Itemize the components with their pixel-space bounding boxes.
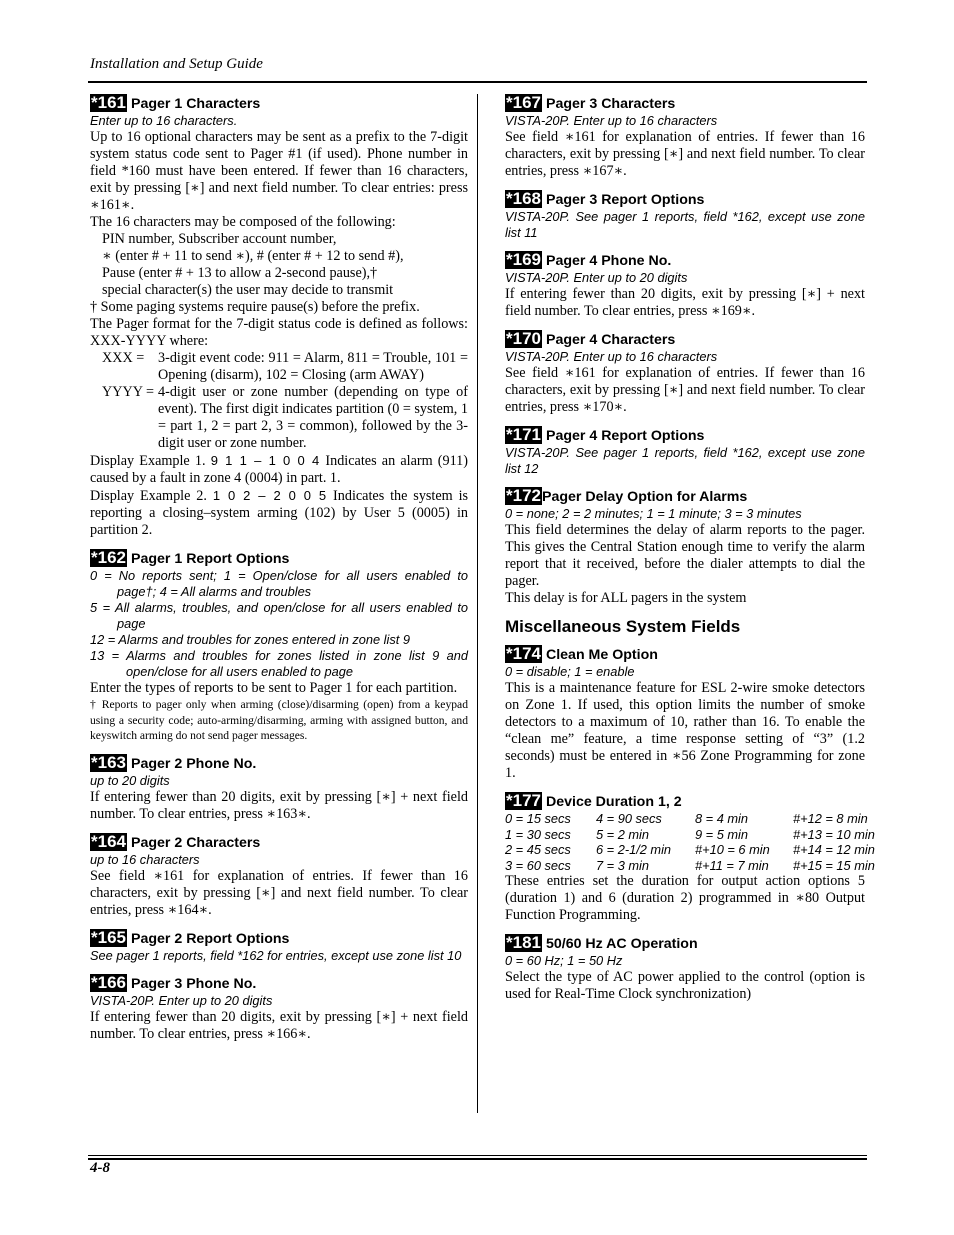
field-number: *165: [91, 927, 126, 947]
paragraph: See field ∗161 for explanation of entries. If fewer than 16 characters, exit by pressing [∗] and next field number. To clear entries, press ∗164∗.: [90, 867, 468, 918]
section-heading: Miscellaneous System Fields: [505, 617, 741, 636]
field-title: Pager 4 Phone No.: [545, 253, 672, 269]
field-number: *166: [91, 972, 126, 992]
field-165: [90, 929, 468, 964]
field-title: Pager 4 Report Options: [545, 428, 705, 444]
page-number: 4-8: [90, 1160, 110, 1176]
table-cell: 3 = 60 secs: [505, 857, 571, 873]
field-174-heading: [505, 645, 865, 664]
field-166-heading: [90, 974, 468, 993]
field-number: *169: [506, 250, 541, 269]
paragraph: Select the type of AC power applied to the control (option is used for Real-Time Clock synchronization): [505, 969, 865, 1003]
field-168: [505, 190, 865, 241]
field-subtitle: 0 = 60 Hz; 1 = 50 Hz: [505, 953, 623, 969]
field-165-heading: [90, 929, 468, 948]
column-divider: [477, 94, 478, 1113]
field-174: [505, 645, 865, 782]
field-title: Pager 2 Characters: [130, 834, 261, 851]
footer-rule: [88, 1158, 867, 1160]
field-164: [90, 833, 468, 919]
field-181-heading: [505, 934, 865, 953]
definition-term: XXX =: [102, 350, 145, 366]
definition-term: YYYY =: [102, 384, 155, 400]
table-cell: #+11 = 7 min: [695, 857, 769, 873]
paragraph: See field ∗161 for explanation of entries. If fewer than 16 characters, exit by pressing [∗] and next field number. To clear entries, press ∗170∗.: [505, 365, 865, 415]
table-cell: #+12 = 8 min: [793, 811, 868, 826]
table-cell: 7 = 3 min: [596, 857, 649, 873]
table-cell: #+13 = 10 min: [793, 826, 875, 842]
paragraph: These entries set the duration for output action options 5 (duration 1) and 6 (duration 2) programmed in ∗80 Output Function Programming.: [505, 873, 865, 924]
field-title: Pager 3 Phone No.: [130, 975, 257, 992]
field-161: [90, 94, 468, 539]
field-subtitle: up to 16 characters: [90, 851, 200, 867]
field-number: *162: [91, 548, 126, 567]
example-code: 9 1 1 – 1 0 0 4: [210, 453, 321, 468]
paragraph: If entering fewer than 20 digits, exit by pressing [∗] + next field number. To clear entries, press ∗166∗.: [90, 1008, 468, 1042]
option: 13 = Alarms and troubles for zones listed in zone list 9 and open/close for all users enabled to page: [90, 648, 468, 679]
field-162-heading: [90, 549, 468, 568]
example-label: Display Example 2.: [90, 488, 207, 504]
field-171-heading: [505, 426, 865, 445]
paragraph: This is a maintenance feature for ESL 2-wire smoke detectors on Zone 1. If used, this option limits the number of smoke detectors to a maximum of 10, rather than 16. To enable the “clean me” feature, a time response setting of “3” (1.2 seconds) must be entered in ∗56 Zone Programming for zone 1.: [505, 680, 865, 781]
field-number: *174: [506, 644, 541, 663]
example-text: Indicates an alarm (911) caused by a fault in zone 4 (0004) in part. 1.: [90, 453, 469, 486]
table-cell: 6 = 2-1/2 min: [596, 842, 672, 858]
option: 0 = No reports sent; 1 = Open/close for all users enabled to page†; 4 = All alarms and troubles: [90, 568, 468, 599]
right-column: [505, 93, 875, 1013]
definition-text: 3-digit event code: 911 = Alarm, 811 = Trouble, 101 = Opening (disarm), 102 = Closing (arm AWAY): [158, 350, 468, 383]
field-166: [90, 974, 468, 1043]
field-subtitle: VISTA-20P. Enter up to 20 digits: [90, 992, 273, 1008]
field-subtitle: Enter up to 16 characters.: [90, 113, 238, 128]
left-column: [90, 94, 468, 1053]
field-163-heading: [90, 754, 468, 773]
definition-yyyy: [90, 384, 468, 452]
field-subtitle: 0 = disable; 1 = enable: [505, 664, 635, 679]
example-code: 1 0 2 – 2 0 0 5: [212, 488, 328, 503]
field-167: [505, 94, 865, 180]
header-rule: [88, 81, 867, 83]
field-title: Pager 1 Characters: [130, 96, 261, 112]
paragraph: If entering fewer than 20 digits, exit by pressing [∗] + next field number. To clear entries, press ∗163∗.: [90, 788, 468, 822]
definition-text: 4-digit user or zone number (depending on type of event). The first digit indicates partition (0 = system, 1 = part 1, 2 = part 2, 3 = common), followed by the 3-digit user or zone number.: [158, 384, 468, 451]
field-number: *171: [506, 425, 541, 444]
field-177-heading: [505, 792, 865, 811]
field-subtitle: VISTA-20P. Enter up to 16 characters: [505, 113, 718, 128]
list-item: PIN number, Subscriber account number,: [102, 231, 337, 247]
field-subtitle: 0 = none; 2 = 2 minutes; 1 = 1 minute; 3 = 3 minutes: [505, 506, 802, 521]
field-171: [505, 426, 865, 477]
field-number: *170: [506, 329, 541, 348]
field-181: [505, 934, 865, 1003]
table-cell: 8 = 4 min: [695, 811, 748, 826]
field-172-heading: [505, 487, 865, 506]
field-title: Pager 4 Characters: [545, 332, 676, 348]
list-item: ∗ (enter # + 11 to send ∗), # (enter # + 12 to send #),: [102, 248, 404, 264]
field-subtitle: VISTA-20P. Enter up to 16 characters: [505, 349, 718, 364]
field-subtitle: VISTA-20P. See pager 1 reports, field *162, except use zone list 12: [505, 445, 865, 476]
field-167-heading: [505, 94, 865, 113]
field-title: Device Duration 1, 2: [545, 794, 682, 810]
paragraph: This field determines the delay of alarm reports to the pager. This gives the Central Station enough time to verify the alarm report that it received, before the dialer attempts to dial the pager.: [505, 522, 865, 589]
running-header: Installation and Setup Guide: [90, 56, 263, 72]
field-subtitle: VISTA-20P. See pager 1 reports, field *162, except use zone list 11: [505, 209, 865, 240]
paragraph: If entering fewer than 20 digits, exit by pressing [∗] + next field number. To clear entries, press ∗169∗.: [505, 286, 865, 319]
field-number: *167: [506, 93, 541, 112]
paragraph: Enter the types of reports to be sent to Pager 1 for each partition.: [90, 680, 458, 696]
field-168-heading: [505, 190, 865, 209]
example-text: Indicates the system is reporting a closing–system arming (102) by User 5 (0005) in partition 2.: [90, 488, 469, 538]
field-title: Pager 2 Phone No.: [130, 755, 257, 772]
table-cell: #+10 = 6 min: [695, 842, 770, 858]
paragraph: The 16 characters may be composed of the following:: [90, 214, 396, 230]
paragraph: This delay is for ALL pagers in the system: [505, 590, 747, 606]
field-number: *177: [506, 791, 541, 810]
field-number: *163: [91, 752, 126, 772]
field-number: *181: [506, 933, 541, 953]
list-item: special character(s) the user may decide to transmit: [102, 282, 394, 298]
definition-xxx: [90, 350, 468, 384]
field-subtitle: See pager 1 reports, field *162 for entries, except use zone list 10: [90, 947, 462, 963]
field-subtitle: VISTA-20P. Enter up to 20 digits: [505, 270, 688, 285]
field-170-heading: [505, 330, 865, 349]
field-162: [90, 549, 468, 744]
table-cell: 2 = 45 secs: [505, 842, 571, 858]
table-cell: 5 = 2 min: [596, 826, 649, 842]
field-number: *172: [506, 486, 541, 505]
field-164-heading: [90, 833, 468, 852]
footnote: † Some paging systems require pause(s) before the prefix.: [90, 299, 420, 315]
field-163: [90, 754, 468, 823]
duration-table: [505, 811, 875, 873]
option: 5 = All alarms, troubles, and open/close for all users enabled to page: [90, 600, 468, 631]
field-title: Clean Me Option: [545, 647, 658, 663]
field-title: Pager 3 Report Options: [545, 192, 705, 208]
paragraph: The Pager format for the 7-digit status code is defined as follows: XXX-YYYY where:: [90, 316, 468, 349]
display-example-1: [90, 452, 468, 487]
field-subtitle: up to 20 digits: [90, 772, 170, 788]
table-cell: 0 = 15 secs: [505, 811, 571, 826]
example-label: Display Example 1.: [90, 453, 206, 469]
field-169-heading: [505, 251, 865, 270]
table-cell: 1 = 30 secs: [505, 826, 571, 842]
field-number: *161: [91, 93, 126, 112]
field-number: *164: [91, 831, 126, 851]
field-title: Pager 3 Characters: [545, 96, 676, 112]
field-number: *168: [506, 189, 541, 208]
display-example-2: [90, 487, 468, 539]
field-title: Pager Delay Option for Alarms: [541, 489, 748, 505]
option: 12 = Alarms and troubles for zones entered in zone list 9: [90, 632, 410, 647]
paragraph: See field ∗161 for explanation of entries. If fewer than 16 characters, exit by pressing [∗] and next field number. To clear entries, press ∗167∗.: [505, 129, 865, 179]
table-cell: #+14 = 12 min: [793, 842, 875, 858]
footnote: † Reports to pager only when arming (close)/disarming (open) from a keypad using a security code; auto-arming/disarming, arming with assigned button, and keyswitch arming do not send pager messages.: [90, 698, 468, 742]
field-title: Pager 2 Report Options: [130, 930, 290, 947]
field-172: [505, 487, 865, 607]
table-cell: #+15 = 15 min: [793, 857, 875, 873]
paragraph: Up to 16 optional characters may be sent as a prefix to the 7-digit system status code sent to Pager #1 (if used). Phone number in field *160 must have been entered. If fewer than 16 characters, exit by pressing [∗] and next field number. To clear entries: press ∗161∗.: [90, 129, 468, 213]
table-cell: 9 = 5 min: [695, 826, 748, 842]
field-170: [505, 330, 865, 416]
footer-rule: [88, 1155, 867, 1156]
field-177: [505, 791, 875, 924]
field-169: [505, 251, 865, 320]
field-title: Pager 1 Report Options: [130, 551, 290, 567]
list-item: Pause (enter # + 13 to allow a 2-second pause),†: [102, 265, 378, 281]
field-161-heading: [90, 94, 468, 113]
table-cell: 4 = 90 secs: [596, 811, 662, 826]
field-title: 50/60 Hz AC Operation: [545, 936, 698, 953]
